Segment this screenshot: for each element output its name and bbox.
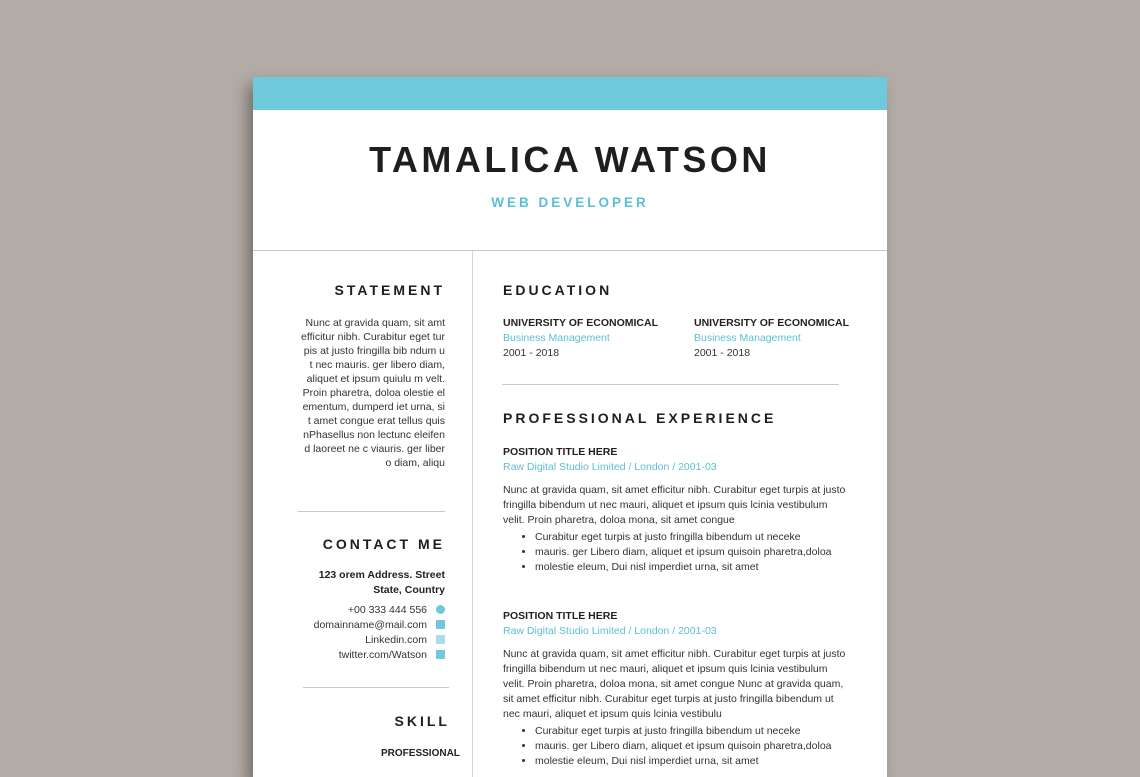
- contact-email[interactable]: [314, 617, 445, 632]
- job-bullet: • Curabitur eget turpis at justo fringilla bibendum ut neceke: [535, 724, 848, 739]
- contact-address-line1: 123 orem Address. Street: [318, 569, 445, 581]
- contact-phone: [348, 602, 445, 617]
- job-entry: [503, 609, 848, 769]
- accent-top-bar: [253, 77, 887, 110]
- linkedin-icon: [436, 635, 445, 644]
- job-bullet: • molestie eleum, Dui nisl imperdiet urna, sit amet: [535, 754, 848, 769]
- contact-linkedin-text[interactable]: Linkedin.com: [365, 633, 427, 646]
- statement-title: STATEMENT: [334, 282, 445, 298]
- education-school: UNIVERSITY OF ECONOMICAL: [694, 317, 849, 329]
- contact-linkedin[interactable]: [365, 632, 445, 647]
- header-divider: [253, 250, 887, 251]
- column-divider: [472, 251, 473, 777]
- education-entry: [694, 316, 874, 361]
- candidate-name: TAMALICA WATSON: [369, 139, 771, 180]
- education-divider: [502, 384, 839, 385]
- experience-title: PROFESSIONAL EXPERIENCE: [503, 410, 777, 426]
- skill-subtitle: PROFESSIONAL: [381, 748, 460, 759]
- job-bullet: • mauris. ger Libero diam, aliquet et ipsum quisoin pharetra,doloa: [535, 739, 848, 754]
- job-description: Nunc at gravida quam, sit amet efficitur nibh. Curabitur eget turpis at justo fringilla bibendum ut nec mauri, aliquet et ipsum quis lcinia vestibulum velit. Proin pharetra, doloa mona, sit amet congue Nunc at gravida quam, sit amet efficitur nibh. Curabitur eget turpis at justo fringilla bibendum ut nec mauri, aliquet et ipsum quis lcinia vestibulu: [503, 648, 846, 720]
- job-company: Raw Digital Studio Limited / London / 2001-03: [503, 625, 717, 637]
- job-entry: [503, 445, 848, 575]
- job-position: POSITION TITLE HERE: [503, 610, 618, 622]
- job-bullets: [503, 530, 848, 575]
- job-bullet: • mauris. ger Libero diam, aliquet et ipsum quisoin pharetra,doloa: [535, 545, 848, 560]
- education-years: 2001 - 2018: [694, 347, 751, 359]
- education-field: Business Management: [694, 332, 801, 344]
- resume-page: [253, 77, 887, 777]
- job-company: Raw Digital Studio Limited / London / 2001-03: [503, 461, 717, 473]
- education-entry: [503, 316, 683, 361]
- job-bullet: • molestie eleum, Dui nisl imperdiet urna, sit amet: [535, 560, 848, 575]
- job-description: Nunc at gravida quam, sit amet efficitur nibh. Curabitur eget turpis at justo fringilla bibendum ut nec mauri, aliquet et ipsum quis lcinia vestibulum velit. Proin pharetra, doloa mona, sit amet congue: [503, 484, 846, 526]
- twitter-icon: [436, 650, 445, 659]
- job-bullets: [503, 724, 848, 769]
- education-field: Business Management: [503, 332, 610, 344]
- job-position: POSITION TITLE HERE: [503, 446, 618, 458]
- contact-phone-text: +00 333 444 556: [347, 603, 427, 616]
- contact-email-text[interactable]: domainname@mail.com: [313, 618, 427, 631]
- contact-address-line2: State, Country: [373, 584, 445, 596]
- contact-title: CONTACT ME: [322, 536, 445, 552]
- contact-twitter-text[interactable]: twitter.com/Watson: [338, 648, 427, 661]
- job-bullet: • Curabitur eget turpis at justo fringilla bibendum ut neceke: [535, 530, 848, 545]
- candidate-role: WEB DEVELOPER: [491, 195, 649, 210]
- contact-divider: [303, 687, 449, 688]
- education-school: UNIVERSITY OF ECONOMICAL: [503, 317, 658, 329]
- phone-icon: [436, 605, 445, 614]
- contact-twitter[interactable]: [339, 647, 445, 662]
- education-years: 2001 - 2018: [503, 347, 560, 359]
- statement-divider: [298, 511, 445, 512]
- statement-text: Nunc at gravida quam, sit amt efficitur nibh. Curabitur eget turpis at justo fringilla bib ndum ut nec mauris. ger libero diam, aliquet et ipsum quiulu m velt. Proin pharetra, doloa olestie elementum, dumperd iet urna, sit amet congue erat tellus quis nPhasellus non lectunc eleifend laoreet ne c viauris. ger libero diam, aliqu: [301, 317, 445, 469]
- education-title: EDUCATION: [503, 282, 613, 298]
- skill-title: SKILL: [394, 713, 450, 729]
- mail-icon: [436, 620, 445, 629]
